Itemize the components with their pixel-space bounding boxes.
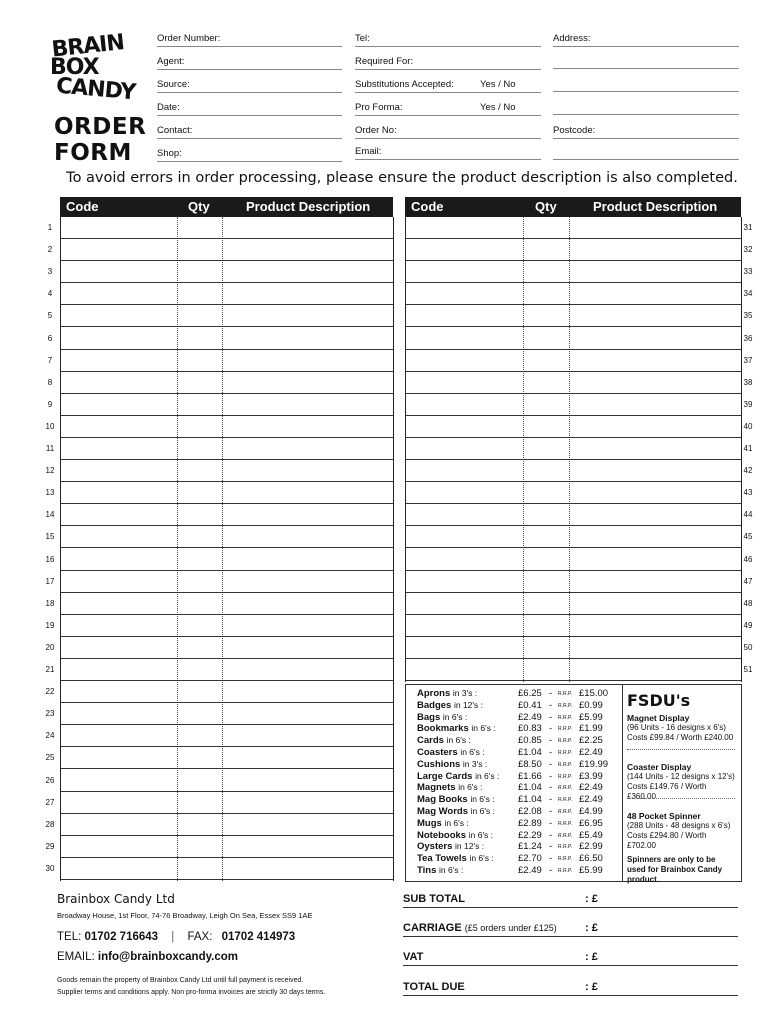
cost-price: £0.85 bbox=[518, 735, 542, 747]
order-row[interactable] bbox=[406, 261, 741, 283]
svg-text:BRAIN: BRAIN bbox=[50, 30, 126, 63]
price-row bbox=[406, 771, 622, 783]
order-row[interactable] bbox=[406, 615, 741, 637]
left-order-grid[interactable] bbox=[60, 217, 394, 881]
rrp-label: R.R.P. bbox=[558, 714, 573, 721]
item-name: Bookmarks in 6's : bbox=[417, 723, 496, 735]
rrp-price: £19.99 bbox=[579, 758, 609, 770]
row-number: 12 bbox=[45, 466, 55, 476]
cost-price: £2.49 bbox=[518, 711, 542, 723]
rrp-label: R.R.P. bbox=[558, 691, 573, 697]
rrp-price: £2.25 bbox=[579, 735, 603, 747]
row-number: 19 bbox=[45, 620, 55, 630]
order-row[interactable] bbox=[406, 350, 741, 372]
cost-price: £0.41 bbox=[518, 699, 542, 711]
dash: - bbox=[549, 806, 553, 817]
notice-text: To avoid errors in order processing, please ensure the product description is also completed. bbox=[66, 170, 738, 186]
right-order-grid[interactable] bbox=[405, 217, 742, 682]
row-number: 24 bbox=[45, 731, 55, 741]
order-row[interactable] bbox=[406, 372, 741, 394]
brainbox-candy-logo bbox=[46, 30, 146, 100]
email-line: EMAIL: info@brainboxcandy.com bbox=[57, 951, 238, 963]
rrp-label: R.R.P. bbox=[558, 726, 573, 733]
dash: - bbox=[549, 747, 553, 758]
row-number: 33 bbox=[743, 267, 753, 277]
row-number: 23 bbox=[45, 709, 55, 719]
price-row bbox=[406, 794, 622, 806]
row-number: 44 bbox=[743, 510, 753, 520]
order-row[interactable] bbox=[406, 504, 741, 526]
row-number: 27 bbox=[45, 797, 55, 807]
rrp-price: £4.99 bbox=[579, 806, 603, 817]
cost-price: £2.08 bbox=[518, 806, 542, 817]
separator: | bbox=[171, 931, 175, 943]
row-number: 50 bbox=[743, 642, 753, 652]
price-row bbox=[406, 853, 622, 865]
item-name: Mag Books in 6's : bbox=[417, 794, 495, 806]
order-row[interactable] bbox=[406, 593, 741, 615]
item-name: Bags in 6's : bbox=[417, 711, 468, 723]
dash: - bbox=[549, 758, 553, 770]
cost-price: £2.89 bbox=[518, 817, 542, 829]
row-number: 47 bbox=[743, 576, 753, 586]
row-number: 32 bbox=[743, 245, 753, 255]
carriage-field[interactable]: CARRIAGE (£5 orders under £125) : £ bbox=[403, 922, 738, 937]
order-row[interactable] bbox=[61, 526, 393, 548]
order-row[interactable] bbox=[61, 372, 393, 394]
agent-field[interactable]: Agent: bbox=[157, 56, 342, 70]
row-number: 8 bbox=[47, 377, 53, 387]
dash: - bbox=[549, 865, 553, 876]
order-row[interactable] bbox=[61, 482, 393, 504]
price-row bbox=[406, 735, 622, 747]
rrp-price: £1.99 bbox=[579, 723, 603, 735]
phone-fax-line: TEL: 01702 716643 | FAX: 01702 414973 bbox=[57, 931, 296, 943]
order-row[interactable] bbox=[61, 637, 393, 659]
item-name: Cushions in 3's : bbox=[417, 758, 488, 770]
rrp-label: R.R.P. bbox=[558, 738, 573, 745]
phone-number[interactable]: 01702 716643 bbox=[84, 931, 159, 943]
item-name: Cards in 6's : bbox=[417, 735, 471, 747]
row-number: 10 bbox=[45, 421, 55, 431]
price-row bbox=[406, 806, 622, 818]
contact-field[interactable]: Contact: bbox=[157, 125, 342, 139]
dash: - bbox=[549, 735, 553, 747]
address-line-2[interactable] bbox=[553, 68, 739, 69]
rrp-label: R.R.P. bbox=[558, 702, 573, 709]
order-row[interactable] bbox=[406, 239, 741, 261]
dash: - bbox=[549, 688, 553, 699]
spinner-info: 48 Pocket Spinner (288 Units - 48 designs x 6's) Costs £294.80 / Worth £702.00 bbox=[627, 811, 731, 850]
row-number: 42 bbox=[743, 466, 753, 476]
shop-field[interactable]: Shop: bbox=[157, 148, 342, 162]
order-row[interactable] bbox=[61, 305, 393, 327]
row-number: 4 bbox=[47, 289, 53, 299]
cost-price: £1.66 bbox=[518, 770, 542, 782]
company-name: Brainbox Candy Ltd bbox=[57, 892, 175, 906]
row-number: 34 bbox=[743, 289, 753, 299]
order-row[interactable] bbox=[61, 460, 393, 482]
row-number: 11 bbox=[45, 444, 55, 453]
rrp-price: £0.99 bbox=[579, 699, 603, 711]
order-row[interactable] bbox=[406, 460, 741, 482]
rrp-price: £2.49 bbox=[579, 782, 603, 794]
order-number-field[interactable]: Order Number: bbox=[157, 33, 342, 47]
item-name: Notebooks in 6's : bbox=[417, 829, 494, 841]
rrp-label: R.R.P. bbox=[558, 809, 573, 815]
item-name: Tins in 6's : bbox=[417, 865, 464, 876]
terms-line-1: Goods remain the property of Brainbox Candy Ltd until full payment is received. bbox=[57, 977, 304, 984]
row-number: 21 bbox=[45, 665, 55, 674]
col-code: Code bbox=[411, 199, 444, 214]
required-for-field[interactable]: Required For: bbox=[355, 56, 541, 70]
row-number: 38 bbox=[743, 377, 753, 387]
rrp-label: R.R.P. bbox=[558, 761, 573, 768]
address-line-4[interactable] bbox=[553, 114, 739, 115]
item-name: Coasters in 6's : bbox=[417, 747, 485, 758]
rrp-label: R.R.P. bbox=[558, 832, 573, 839]
row-number: 36 bbox=[743, 333, 753, 343]
item-name: Oysters in 12's : bbox=[417, 841, 485, 853]
cost-price: £2.49 bbox=[518, 865, 542, 876]
order-row[interactable] bbox=[406, 416, 741, 438]
dash: - bbox=[549, 817, 553, 829]
rrp-label: R.R.P. bbox=[558, 750, 573, 756]
svg-text:CANDY: CANDY bbox=[55, 73, 137, 100]
price-row bbox=[406, 782, 622, 794]
order-row[interactable] bbox=[61, 438, 393, 460]
order-row[interactable] bbox=[61, 681, 393, 703]
price-row bbox=[406, 759, 622, 771]
row-number: 20 bbox=[45, 642, 55, 652]
rrp-label: R.R.P. bbox=[558, 856, 573, 863]
row-number: 2 bbox=[47, 245, 53, 255]
row-number: 25 bbox=[45, 753, 55, 763]
row-number: 49 bbox=[743, 620, 753, 630]
dash: - bbox=[549, 841, 553, 853]
order-row[interactable] bbox=[406, 328, 741, 350]
rrp-label: R.R.P. bbox=[558, 797, 573, 804]
row-number: 16 bbox=[45, 554, 55, 564]
cost-price: £1.24 bbox=[518, 841, 542, 853]
row-number: 6 bbox=[47, 333, 53, 343]
price-row bbox=[406, 723, 622, 735]
coaster-display-info: Coaster Display (144 Units - 12 designs x 12's) Costs £149.76 / Worth £360.00 bbox=[627, 762, 735, 801]
tel-field[interactable]: Tel: bbox=[355, 33, 541, 47]
order-row[interactable] bbox=[406, 571, 741, 593]
row-number: 14 bbox=[45, 510, 55, 520]
order-row[interactable] bbox=[61, 747, 393, 769]
col-qty: Qty bbox=[188, 199, 210, 214]
order-row[interactable] bbox=[406, 637, 741, 659]
source-field[interactable]: Source: bbox=[157, 79, 342, 93]
order-row[interactable] bbox=[61, 593, 393, 615]
subtotal-field[interactable]: SUB TOTAL : £ bbox=[403, 893, 738, 908]
order-row[interactable] bbox=[61, 836, 393, 858]
rrp-price: £6.95 bbox=[579, 817, 603, 829]
order-row[interactable] bbox=[61, 504, 393, 526]
order-row[interactable] bbox=[61, 659, 393, 681]
row-number: 37 bbox=[743, 355, 753, 365]
row-number: 15 bbox=[45, 532, 55, 542]
divider bbox=[627, 749, 735, 750]
order-row[interactable] bbox=[406, 526, 741, 548]
order-row[interactable] bbox=[406, 659, 741, 681]
row-number: 18 bbox=[45, 598, 55, 608]
logo-graphic bbox=[46, 30, 146, 100]
order-row[interactable] bbox=[406, 549, 741, 571]
price-row bbox=[406, 830, 622, 842]
rrp-price: £3.99 bbox=[579, 770, 603, 782]
row-number: 7 bbox=[47, 355, 53, 365]
rrp-label: R.R.P. bbox=[558, 868, 573, 874]
dash: - bbox=[549, 794, 553, 806]
row-number: 1 bbox=[47, 223, 53, 232]
pro-forma-field[interactable]: Pro Forma: Yes / No bbox=[355, 102, 541, 116]
col-desc: Product Description bbox=[593, 199, 718, 214]
total-due-field[interactable]: TOTAL DUE : £ bbox=[403, 981, 738, 996]
order-row[interactable] bbox=[61, 703, 393, 725]
cost-price: £6.25 bbox=[518, 688, 542, 699]
dash: - bbox=[549, 699, 553, 711]
order-row[interactable] bbox=[406, 438, 741, 460]
item-name: Badges in 12's : bbox=[417, 699, 483, 711]
order-row[interactable] bbox=[61, 394, 393, 416]
rrp-price: £2.49 bbox=[579, 794, 603, 806]
row-number: 45 bbox=[743, 532, 753, 542]
row-number: 40 bbox=[743, 421, 753, 431]
col-desc: Product Description bbox=[246, 199, 371, 214]
vat-field[interactable]: VAT : £ bbox=[403, 951, 738, 966]
company-address: Broadway House, 1st Floor, 74-76 Broadway, Leigh On Sea, Essex SS9 1AE bbox=[57, 911, 313, 920]
row-number: 35 bbox=[743, 311, 753, 321]
row-number: 9 bbox=[47, 399, 53, 409]
rrp-price: £15.00 bbox=[579, 688, 609, 699]
order-row[interactable] bbox=[61, 615, 393, 637]
order-row[interactable] bbox=[61, 416, 393, 438]
row-number: 13 bbox=[45, 488, 55, 498]
substitutions-field[interactable]: Substitutions Accepted: Yes / No bbox=[355, 79, 541, 93]
left-table-header bbox=[60, 197, 393, 217]
order-row[interactable] bbox=[61, 217, 393, 239]
row-number: 31 bbox=[743, 223, 753, 232]
item-name: Large Cards in 6's : bbox=[417, 770, 500, 782]
price-row bbox=[406, 818, 622, 830]
rrp-price: £5.99 bbox=[579, 865, 603, 876]
row-number: 48 bbox=[743, 598, 753, 608]
item-name: Magnets in 6's : bbox=[417, 782, 483, 794]
order-row[interactable] bbox=[406, 283, 741, 305]
order-row[interactable] bbox=[61, 571, 393, 593]
date-field[interactable]: Date: bbox=[157, 102, 342, 116]
row-number: 22 bbox=[45, 687, 55, 697]
divider bbox=[627, 798, 735, 799]
order-no-field[interactable]: Order No: bbox=[355, 125, 541, 139]
right-table-header bbox=[405, 197, 741, 217]
row-number: 46 bbox=[743, 554, 753, 564]
cost-price: £1.04 bbox=[518, 782, 542, 794]
dash: - bbox=[549, 770, 553, 782]
cost-price: £2.70 bbox=[518, 853, 542, 865]
rrp-label: R.R.P. bbox=[558, 785, 573, 792]
order-row[interactable] bbox=[406, 217, 741, 239]
cost-price: £1.04 bbox=[518, 794, 542, 806]
cost-price: £8.50 bbox=[518, 758, 542, 770]
rrp-price: £2.49 bbox=[579, 747, 603, 758]
row-number: 43 bbox=[743, 488, 753, 498]
magnet-display-info: Magnet Display (96 Units - 16 designs x 6's) Costs £99.84 / Worth £240.00 bbox=[627, 713, 734, 742]
order-row[interactable] bbox=[406, 482, 741, 504]
order-row[interactable] bbox=[61, 261, 393, 283]
email-link[interactable]: info@brainboxcandy.com bbox=[97, 951, 238, 963]
row-number: 26 bbox=[45, 775, 55, 785]
price-row bbox=[406, 688, 622, 700]
rrp-price: £5.49 bbox=[579, 829, 603, 841]
order-form-title: ORDER FORM bbox=[54, 114, 147, 166]
cost-price: £1.04 bbox=[518, 747, 542, 758]
rrp-price: £5.99 bbox=[579, 711, 603, 723]
dash: - bbox=[549, 853, 553, 865]
order-row[interactable] bbox=[61, 814, 393, 836]
row-number: 5 bbox=[47, 311, 53, 321]
rrp-price: £6.50 bbox=[579, 853, 603, 865]
rrp-label: R.R.P. bbox=[558, 820, 573, 827]
col-code: Code bbox=[66, 199, 99, 214]
dash: - bbox=[549, 782, 553, 794]
dash: - bbox=[549, 723, 553, 735]
cost-price: £0.83 bbox=[518, 723, 542, 735]
row-number: 51 bbox=[743, 665, 753, 674]
rrp-label: R.R.P. bbox=[558, 844, 573, 851]
order-row[interactable] bbox=[61, 350, 393, 372]
address-line-6[interactable] bbox=[553, 159, 739, 160]
row-number: 39 bbox=[743, 399, 753, 409]
order-row[interactable] bbox=[61, 328, 393, 350]
terms-line-2: Supplier terms and conditions apply. Non pro-forma invoices are strictly 30 days terms. bbox=[57, 989, 326, 996]
dash: - bbox=[549, 711, 553, 723]
price-row bbox=[406, 712, 622, 724]
email-field[interactable]: Email: bbox=[355, 146, 541, 160]
row-number: 3 bbox=[47, 267, 53, 277]
order-row[interactable] bbox=[61, 770, 393, 792]
row-number: 17 bbox=[45, 576, 55, 586]
rrp-label: R.R.P. bbox=[558, 773, 573, 780]
fax-number: 01702 414973 bbox=[221, 931, 296, 943]
row-number: 29 bbox=[45, 841, 55, 851]
price-row bbox=[406, 747, 622, 759]
item-name: Aprons in 3's : bbox=[417, 688, 478, 699]
postcode-field[interactable]: Postcode: bbox=[553, 125, 739, 139]
order-row[interactable] bbox=[61, 792, 393, 814]
row-number: 30 bbox=[45, 863, 55, 873]
item-name: Mag Words in 6's : bbox=[417, 806, 495, 817]
order-row[interactable] bbox=[406, 305, 741, 327]
price-row bbox=[406, 700, 622, 712]
order-row[interactable] bbox=[61, 549, 393, 571]
order-row[interactable] bbox=[61, 858, 393, 880]
item-name: Tea Towels in 6's : bbox=[417, 853, 494, 865]
rrp-price: £2.99 bbox=[579, 841, 603, 853]
order-row[interactable] bbox=[61, 283, 393, 305]
order-row[interactable] bbox=[406, 394, 741, 416]
order-row[interactable] bbox=[61, 239, 393, 261]
price-row bbox=[406, 841, 622, 853]
col-qty: Qty bbox=[535, 199, 557, 214]
fsdu-panel bbox=[621, 684, 742, 882]
address-field[interactable]: Address: bbox=[553, 33, 739, 47]
price-list bbox=[405, 684, 623, 882]
order-row[interactable] bbox=[61, 725, 393, 747]
spinner-note: Spinners are only to be used for Brainbox Candy product. bbox=[627, 855, 723, 884]
address-line-3[interactable] bbox=[553, 91, 739, 92]
row-number: 28 bbox=[45, 819, 55, 829]
svg-text:BOX: BOX bbox=[50, 55, 99, 80]
row-number: 41 bbox=[743, 444, 753, 453]
fsdu-title: FSDU's bbox=[627, 691, 691, 710]
price-row bbox=[406, 865, 622, 877]
dash: - bbox=[549, 829, 553, 841]
cost-price: £2.29 bbox=[518, 829, 542, 841]
item-name: Mugs in 6's : bbox=[417, 817, 469, 829]
